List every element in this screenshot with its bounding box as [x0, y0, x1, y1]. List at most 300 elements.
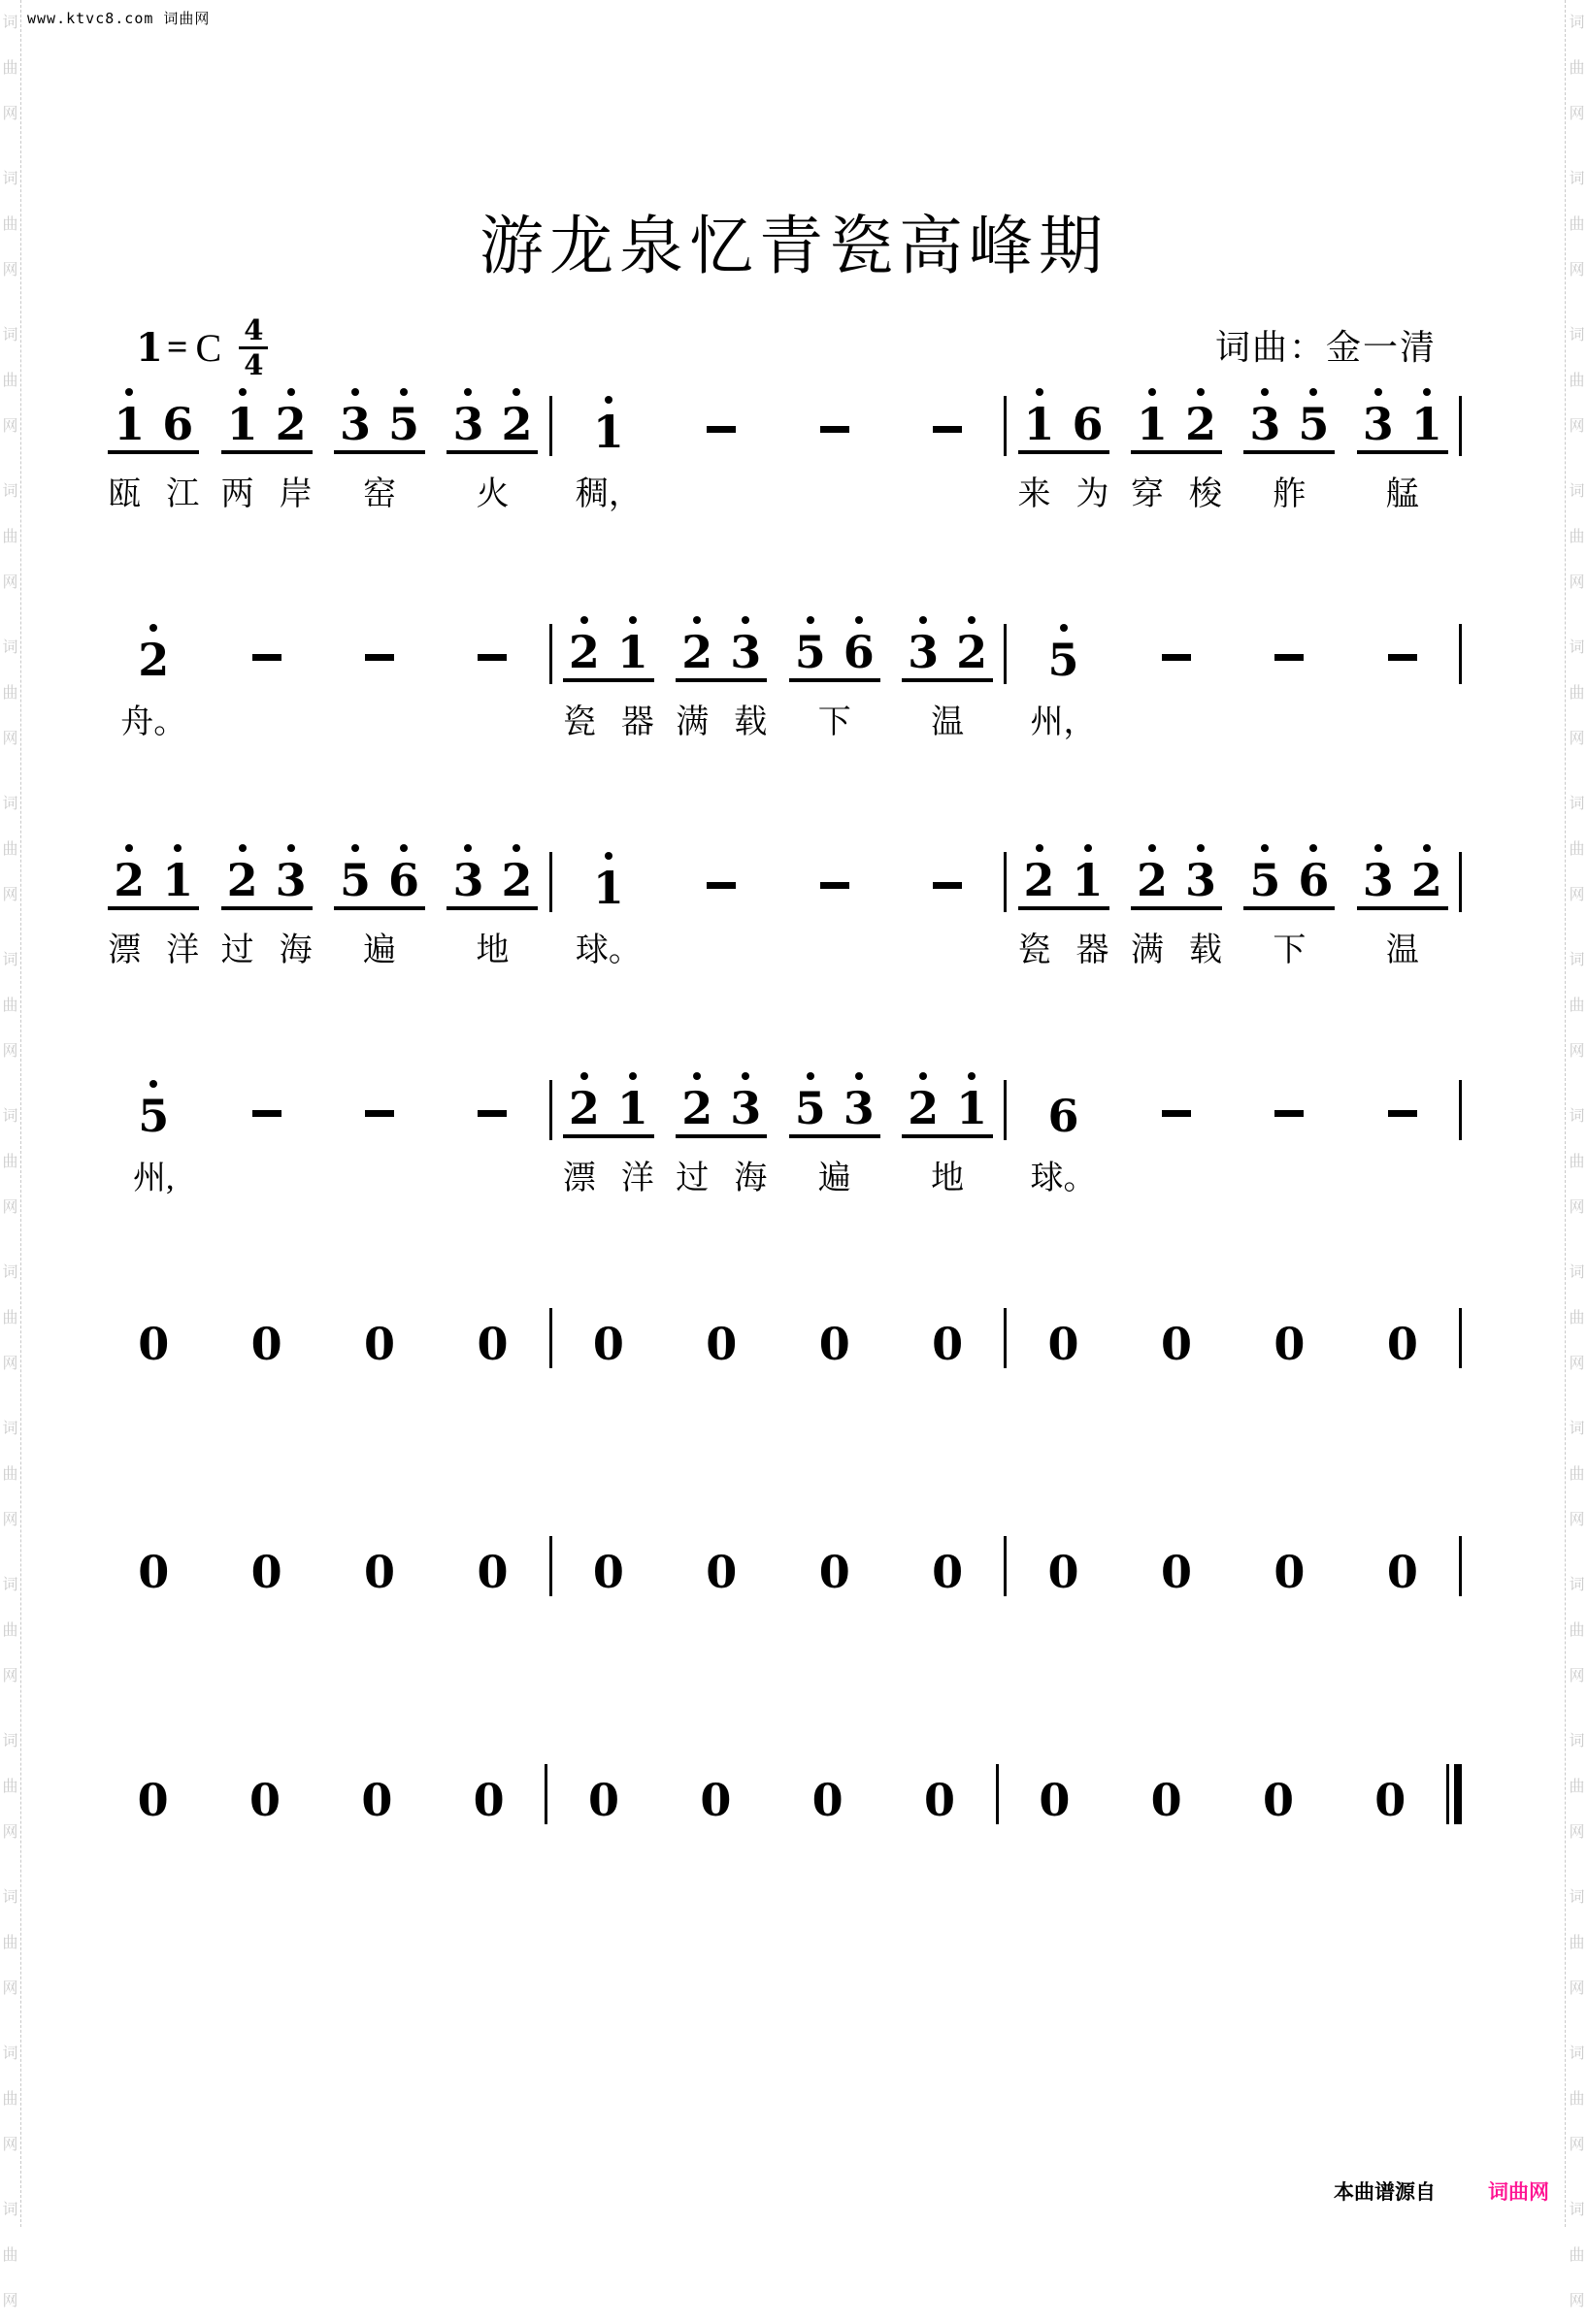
beat [436, 380, 548, 454]
rail-watermark-group [0, 781, 20, 918]
rail-watermark-char: 曲 [2, 216, 18, 233]
measure-lyrics [552, 475, 1005, 518]
rail-watermark-group [0, 2031, 20, 2168]
measure-lyrics [1007, 704, 1459, 746]
note [908, 626, 940, 678]
rail-watermark-char: 网 [2, 1980, 18, 1997]
barline [1459, 1536, 1462, 1596]
duration-dash [365, 654, 394, 661]
rail-watermark-group [1566, 1875, 1588, 2012]
beat [210, 608, 322, 682]
beat [1120, 1293, 1233, 1370]
note-digit: 3 [730, 626, 762, 678]
note [162, 854, 194, 906]
lyric: 稠， [575, 476, 642, 512]
note [275, 398, 307, 450]
rail-watermark-char: 词 [1569, 171, 1585, 187]
lyric: 舴 [1273, 476, 1307, 512]
notes-row [97, 608, 1462, 686]
rail-watermark-char: 词 [2, 1264, 18, 1281]
octave-dot [513, 844, 520, 852]
rail-watermark-char: 词 [1569, 952, 1585, 968]
beat [321, 1749, 433, 1826]
note-digit: 0 [477, 1318, 509, 1370]
barline [1459, 852, 1462, 912]
rail-watermark-char: 曲 [1569, 1154, 1585, 1170]
beat [778, 1064, 891, 1138]
note [162, 398, 194, 450]
beat [665, 608, 777, 682]
song-title: 游龙泉忆青瓷高峰期 [480, 212, 1108, 282]
beat [552, 380, 665, 458]
note [364, 1318, 396, 1370]
lyric-bar-spacer [1459, 932, 1462, 974]
lyric-bar-spacer [1459, 1160, 1462, 1202]
beat [323, 1064, 436, 1138]
rail-watermark-char: 词 [2, 952, 18, 968]
duration-dash [933, 426, 962, 433]
lyric-bar-spacer [1459, 475, 1462, 518]
rail-watermark-group [1566, 469, 1588, 606]
octave-dot [580, 616, 588, 624]
beat [1233, 380, 1345, 454]
octave-dot [807, 1072, 814, 1080]
rail-watermark-char: 词 [2, 1889, 18, 1906]
note-digit: 0 [138, 1546, 170, 1598]
beamed-note-pair [676, 626, 767, 682]
beamed-note-pair [1018, 398, 1109, 454]
lyric-cell [665, 932, 777, 974]
duration-dash [478, 1110, 507, 1117]
note [794, 626, 826, 678]
rail-watermark-char: 曲 [2, 60, 18, 77]
note-digit: 3 [1362, 398, 1394, 450]
note [473, 1774, 505, 1826]
rail-watermark-char: 网 [1569, 574, 1585, 591]
beat [209, 1749, 320, 1826]
octave-dot [1084, 844, 1092, 852]
note [501, 854, 533, 906]
lyric-bar-spacer [1459, 704, 1462, 746]
octave-dot [1036, 388, 1043, 396]
measure [97, 1064, 549, 1142]
lyrics-row [97, 475, 1462, 518]
beamed-note-pair [447, 854, 538, 910]
beat [1233, 1064, 1345, 1138]
beat [1222, 1749, 1334, 1826]
lyric-cell [323, 704, 436, 746]
beat [778, 836, 891, 910]
note [477, 1318, 509, 1370]
note-digit: 0 [1047, 1546, 1079, 1598]
beat [778, 608, 891, 682]
rail-watermark-char: 词 [2, 171, 18, 187]
octave-dot [239, 844, 247, 852]
notes-row [97, 380, 1462, 458]
note [1362, 854, 1394, 906]
final-barline [1446, 1764, 1462, 1824]
note-digit: 0 [361, 1774, 393, 1826]
beat [1346, 836, 1459, 910]
rail-watermark-char: 曲 [1569, 2247, 1585, 2264]
beamed-note-pair [902, 626, 993, 682]
beat [665, 1521, 777, 1598]
score-line [97, 1293, 1462, 1521]
rail-watermark-char: 曲 [1569, 1466, 1585, 1483]
rail-watermark-char: 词 [2, 1577, 18, 1593]
note [1047, 1318, 1079, 1370]
rail-watermark-char: 网 [1569, 106, 1585, 122]
note-digit: 0 [700, 1774, 732, 1826]
note [1374, 1774, 1406, 1826]
lyric-cell [1120, 704, 1233, 746]
rail-watermark-char: 网 [2, 1668, 18, 1685]
rail-watermark-char: 曲 [1569, 1779, 1585, 1795]
note-digit: 5 [388, 398, 420, 450]
note [1262, 1774, 1294, 1826]
lyric-cell [1233, 1160, 1345, 1202]
rail-watermark-char: 曲 [2, 2247, 18, 2264]
beat [1346, 1521, 1459, 1598]
note-digit: 0 [818, 1546, 850, 1598]
time-signature [239, 315, 268, 379]
octave-dot [1261, 844, 1269, 852]
beamed-note-pair [1018, 854, 1109, 910]
note [340, 854, 372, 906]
rail-watermark-group [1566, 1718, 1588, 1855]
barline [1459, 624, 1462, 684]
beat [436, 1064, 548, 1138]
rail-watermark-char: 词 [1569, 2046, 1585, 2062]
beat [891, 608, 1004, 682]
note-digit: 2 [138, 634, 170, 686]
duration-dash [1162, 654, 1191, 661]
notes-row [97, 1064, 1462, 1142]
lyric-cell [97, 932, 225, 974]
beat [97, 1749, 209, 1826]
rail-watermark-group [1566, 312, 1588, 449]
lyric-cell [323, 1160, 436, 1202]
lyric: 窑 [363, 476, 397, 512]
lyric-cell [210, 704, 322, 746]
note-digit: 0 [592, 1318, 624, 1370]
note [956, 626, 988, 678]
octave-dot [149, 1080, 157, 1088]
rail-watermark-char: 词 [1569, 1889, 1585, 1906]
lyric-cell [1120, 1160, 1233, 1202]
measure [552, 380, 1005, 458]
octave-dot [174, 844, 182, 852]
octave-dot [693, 616, 701, 624]
note [388, 854, 420, 906]
note-digit: 0 [1160, 1546, 1192, 1598]
rail-watermark-char: 词 [1569, 639, 1585, 656]
note-digit: 2 [908, 1082, 940, 1134]
note-digit: 1 [592, 406, 624, 458]
beat [1110, 1749, 1222, 1826]
note [794, 1082, 826, 1134]
rail-watermark-char: 曲 [2, 1154, 18, 1170]
beamed-note-pair [221, 854, 313, 910]
note-digit: 5 [138, 1090, 170, 1142]
beat [97, 380, 210, 454]
rail-watermark-group [0, 1406, 20, 1543]
rail-watermark-char: 曲 [2, 1622, 18, 1639]
lyric: 温 [1385, 933, 1419, 968]
note-digit: 1 [226, 398, 258, 450]
beat [323, 380, 436, 454]
rail-watermark-group [1566, 625, 1588, 762]
rail-watermark-char: 曲 [1569, 373, 1585, 389]
note-digit: 3 [1184, 854, 1216, 906]
beat [772, 1749, 883, 1826]
note-digit: 0 [592, 1546, 624, 1598]
duration-dash [933, 882, 962, 889]
octave-dot [919, 616, 927, 624]
note [138, 1318, 170, 1370]
rail-watermark-char: 曲 [2, 1466, 18, 1483]
note-digit: 1 [1023, 398, 1055, 450]
note-digit: 1 [1136, 398, 1168, 450]
lyric-cell [323, 932, 436, 974]
beat [665, 1293, 777, 1370]
lyric: 球。 [1030, 1161, 1097, 1196]
rail-watermark-char: 曲 [2, 1935, 18, 1951]
beat [660, 1749, 772, 1826]
lyric-cell [552, 475, 665, 518]
beat [552, 1521, 665, 1598]
lyric-cell [436, 475, 548, 518]
octave-dot [400, 844, 408, 852]
note [361, 1774, 393, 1826]
octave-dot [125, 388, 133, 396]
octave-dot [1148, 844, 1156, 852]
lyric: 过海 [220, 933, 338, 968]
beat [547, 1749, 659, 1826]
octave-dot [629, 1072, 637, 1080]
octave-dot [1374, 844, 1382, 852]
key-equals: = [166, 327, 188, 368]
rail-watermark-group [1566, 1094, 1588, 1230]
beat [436, 1293, 548, 1370]
lyric-cell [778, 475, 891, 518]
beamed-note-pair [334, 854, 425, 910]
note-digit: 2 [501, 854, 533, 906]
rail-watermark-char: 网 [2, 1199, 18, 1216]
note [1072, 398, 1104, 450]
note-digit: 0 [477, 1546, 509, 1598]
lyric-cell [436, 932, 548, 974]
duration-dash [1388, 1110, 1417, 1117]
duration-dash [1274, 1110, 1304, 1117]
note [932, 1546, 964, 1598]
rail-watermark-char: 网 [1569, 2137, 1585, 2153]
lyric-cell [210, 475, 338, 518]
note-digit: 0 [250, 1546, 282, 1598]
lyric-cell [436, 1160, 548, 1202]
beamed-note-pair [789, 1082, 880, 1138]
note-digit: 2 [1184, 398, 1216, 450]
lyric-cell [1233, 704, 1345, 746]
beat [1007, 1521, 1119, 1598]
beamed-note-pair [902, 1082, 993, 1138]
note [908, 1082, 940, 1134]
lyric-cell [97, 475, 225, 518]
rail-watermark-char: 网 [2, 1512, 18, 1528]
note-digit: 1 [616, 626, 648, 678]
beat [883, 1749, 995, 1826]
note-digit: 0 [138, 1318, 170, 1370]
rail-watermark-char: 网 [2, 2293, 18, 2309]
note [477, 1546, 509, 1598]
note [681, 626, 713, 678]
octave-dot [125, 844, 133, 852]
beamed-note-pair [563, 1082, 654, 1138]
note [114, 854, 146, 906]
beat [778, 380, 891, 454]
score-line [97, 608, 1462, 836]
rail-watermark-group [1566, 937, 1588, 1074]
key-tonic: 1 [136, 324, 163, 371]
note-digit: 0 [1386, 1318, 1418, 1370]
rail-watermark-char: 曲 [2, 529, 18, 545]
note-digit: 0 [706, 1318, 738, 1370]
rail-watermark-char: 网 [2, 418, 18, 435]
lyric-cell [552, 1160, 679, 1202]
note [818, 1318, 850, 1370]
beat [1346, 608, 1459, 682]
measure [552, 836, 1005, 914]
note-digit: 0 [811, 1774, 844, 1826]
lyric-cell [1007, 475, 1135, 518]
note-digit: 3 [452, 398, 484, 450]
beat [1233, 608, 1345, 682]
rail-watermark-char: 曲 [2, 2091, 18, 2108]
lyric: 漂洋 [108, 933, 225, 968]
beat [210, 1064, 322, 1138]
octave-dot [400, 388, 408, 396]
rail-watermark-char: 词 [2, 15, 18, 31]
rail-watermark-char: 词 [1569, 483, 1585, 500]
note [1184, 398, 1216, 450]
note [956, 1082, 988, 1134]
rail-watermark-char: 网 [1569, 1043, 1585, 1060]
note [932, 1318, 964, 1370]
note-digit: 2 [681, 626, 713, 678]
rail-watermark-char: 曲 [1569, 1935, 1585, 1951]
beat [97, 1064, 210, 1142]
note-digit: 5 [794, 1082, 826, 1134]
lyric-cell [778, 932, 891, 974]
rail-watermark-char: 网 [1569, 731, 1585, 747]
note-digit: 0 [932, 1318, 964, 1370]
note [1023, 854, 1055, 906]
rail-watermark-group [1566, 1406, 1588, 1543]
rail-watermark-group [1566, 1250, 1588, 1387]
lyric-cell [1007, 704, 1119, 746]
rail-watermark-char: 曲 [2, 685, 18, 702]
rail-watermark-char: 网 [1569, 1356, 1585, 1372]
beamed-note-pair [676, 1082, 767, 1138]
beat [436, 608, 548, 682]
lyric: 地 [931, 1161, 965, 1196]
octave-dot [239, 388, 247, 396]
note-digit: 0 [1274, 1318, 1306, 1370]
beat [891, 1064, 1004, 1138]
notes-row [97, 1521, 1462, 1598]
note [1136, 854, 1168, 906]
beamed-note-pair [447, 398, 538, 454]
measure [97, 1521, 549, 1598]
note [1274, 1546, 1306, 1598]
lyric-cell [97, 1160, 210, 1202]
rail-watermark-char: 网 [2, 887, 18, 903]
note-digit: 2 [1410, 854, 1442, 906]
measure [552, 1064, 1005, 1138]
beat [552, 836, 665, 914]
note [811, 1774, 844, 1826]
rail-watermark-char: 曲 [1569, 60, 1585, 77]
lyric: 满载 [1130, 933, 1247, 968]
lyric-cell [891, 704, 1004, 746]
duration-dash [252, 654, 281, 661]
note [616, 1082, 648, 1134]
rail-watermark-char: 网 [1569, 418, 1585, 435]
octave-dot [287, 388, 295, 396]
lyric-cell [891, 475, 1004, 518]
time-signature-denominator: 4 [244, 347, 264, 381]
rail-watermark-char: 网 [2, 1824, 18, 1841]
note-digit: 0 [1039, 1774, 1071, 1826]
octave-dot [1309, 388, 1317, 396]
note-digit: 0 [1160, 1318, 1192, 1370]
note [1298, 398, 1330, 450]
rail-watermark-char: 曲 [1569, 1310, 1585, 1326]
octave-dot [1261, 388, 1269, 396]
lyric-cell [778, 704, 891, 746]
duration-dash [1274, 654, 1304, 661]
rail-watermark-char: 网 [1569, 1512, 1585, 1528]
footer-brand: 词曲网 [1488, 2181, 1549, 2204]
note-digit: 0 [364, 1318, 396, 1370]
rail-watermark-char: 词 [1569, 796, 1585, 812]
note-digit: 1 [1410, 398, 1442, 450]
rail-watermark-char: 曲 [2, 1310, 18, 1326]
lyric: 瓯江 [108, 476, 225, 512]
octave-dot [287, 844, 295, 852]
beat [1233, 836, 1345, 910]
note [1298, 854, 1330, 906]
lyric: 来为 [1017, 476, 1135, 512]
rail-watermark-char: 词 [1569, 1264, 1585, 1281]
lyrics-row [97, 932, 1462, 974]
rail-watermark-group [0, 2187, 20, 2324]
note [616, 626, 648, 678]
measure [1007, 836, 1459, 910]
octave-dot [968, 1072, 976, 1080]
beamed-note-pair [789, 626, 880, 682]
lyric: 遍 [817, 1161, 851, 1196]
note [248, 1774, 281, 1826]
measure [552, 1293, 1005, 1370]
beat [323, 1521, 436, 1598]
note [730, 1082, 762, 1134]
rail-watermark-group [1566, 1562, 1588, 1699]
rail-watermark-char: 词 [2, 2046, 18, 2062]
rail-watermark-char: 曲 [1569, 998, 1585, 1014]
note-digit: 3 [843, 1082, 875, 1134]
time-signature-numerator: 4 [239, 315, 268, 348]
